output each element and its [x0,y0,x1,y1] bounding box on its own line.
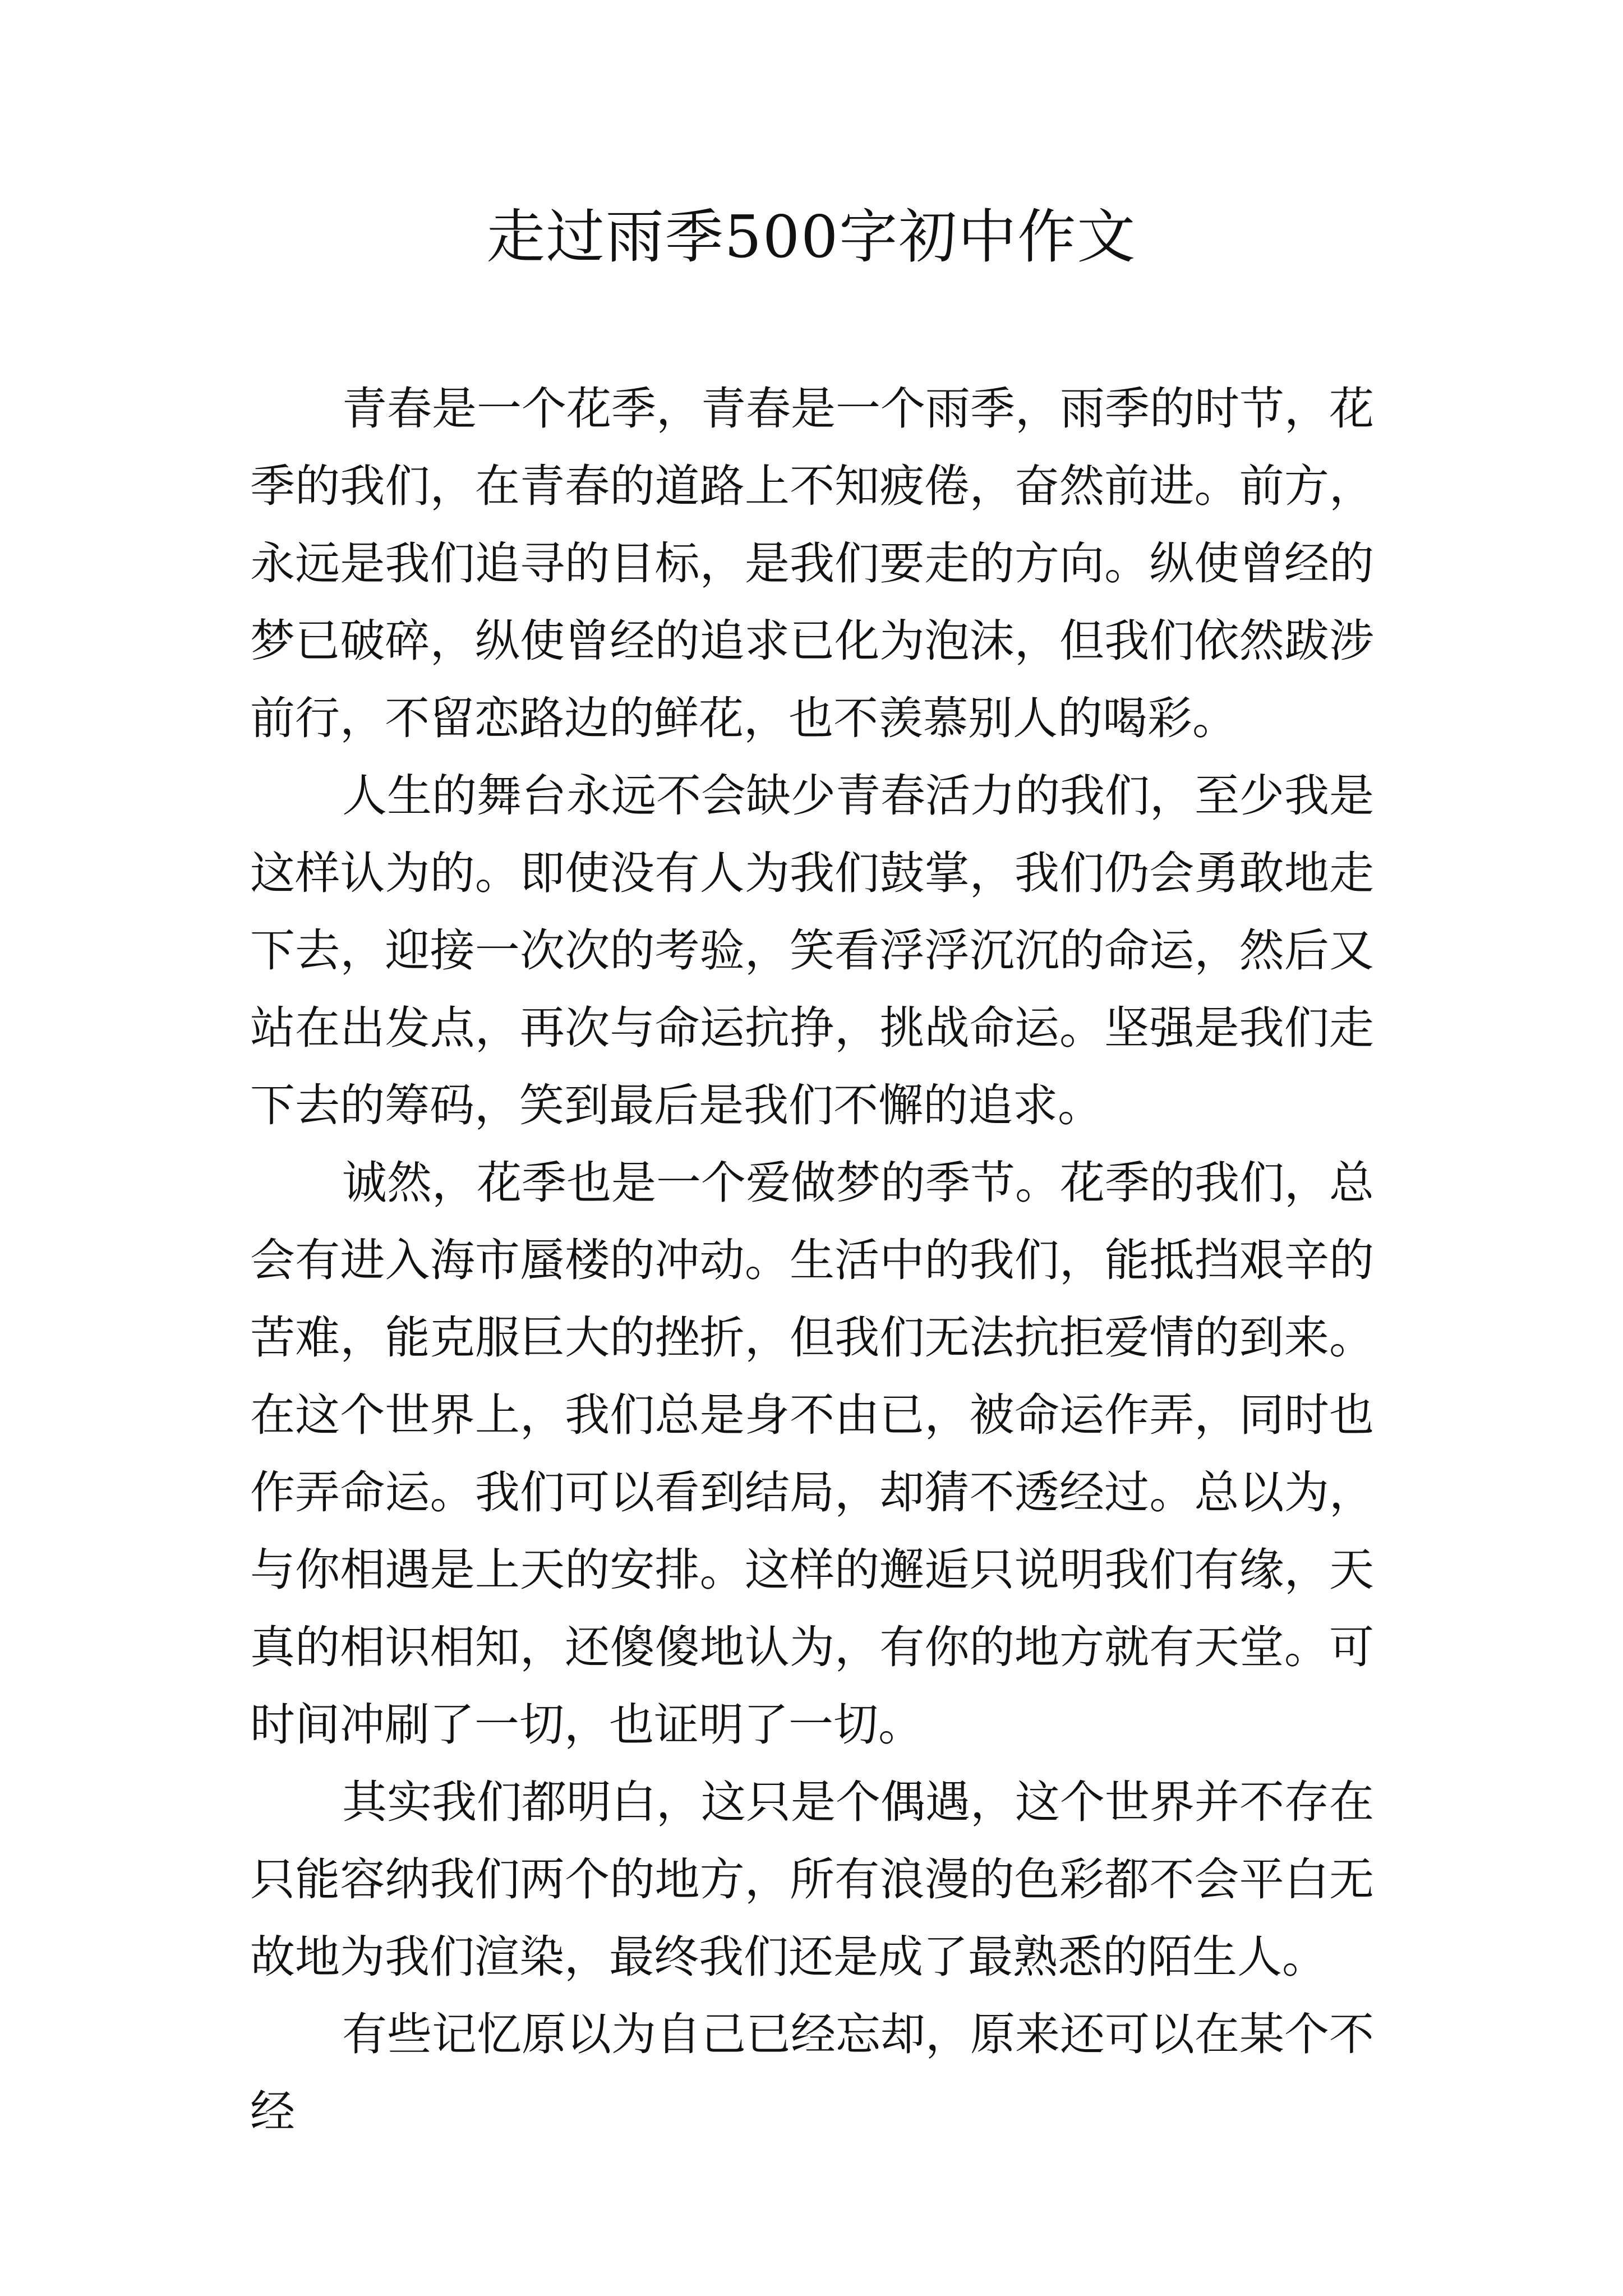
essay-body [250,370,1374,2151]
paragraph-1: 青春是一个花季，青春是一个雨季，雨季的时节，花季的我们，在青春的道路上不知疲倦，奋然前进。前方，永远是我们追寻的目标，是我们要走的方向。纵使曾经的梦已破碎，纵使曾经的追求已化为泡沫，但我们依然跋涉前行，不留恋路边的鲜花，也不羡慕别人的喝彩。 [250,383,1374,744]
paragraph-4: 其实我们都明白，这只是个偶遇，这个世界并不存在只能容纳我们两个的地方，所有浪漫的色彩都不会平白无故地为我们渲染，最终我们还是成了最熟悉的陌生人。 [250,1776,1374,1983]
paragraph-5: 有些记忆原以为自己已经忘却，原来还可以在某个不经 [250,2008,1374,2138]
paragraph-3: 诚然，花季也是一个爱做梦的季节。花季的我们，总会有进入海市蜃楼的冲动。生活中的我们，能抵挡艰辛的苦难，能克服巨大的挫折，但我们无法抗拒爱情的到来。在这个世界上，我们总是身不由已，被命运作弄，同时也作弄命运。我们可以看到结局，却猜不透经过。总以为，与你相遇是上天的安排。这样的邂逅只说明我们有缘，天真的相识相知，还傻傻地认为，有你的地方就有天堂。可时间冲刷了一切，也证明了一切。 [250,1157,1374,1751]
document-title: 走过雨季500字初中作文 [486,203,1137,271]
paragraph-2: 人生的舞台永远不会缺少青春活力的我们，至少我是这样认为的。即使没有人为我们鼓掌，我们仍会勇敢地走下去，迎接一次次的考验，笑看浮浮沉沉的命运，然后又站在出发点，再次与命运抗挣，挑战命运。坚强是我们走下去的筹码，笑到最后是我们不懈的追求。 [250,770,1374,1131]
